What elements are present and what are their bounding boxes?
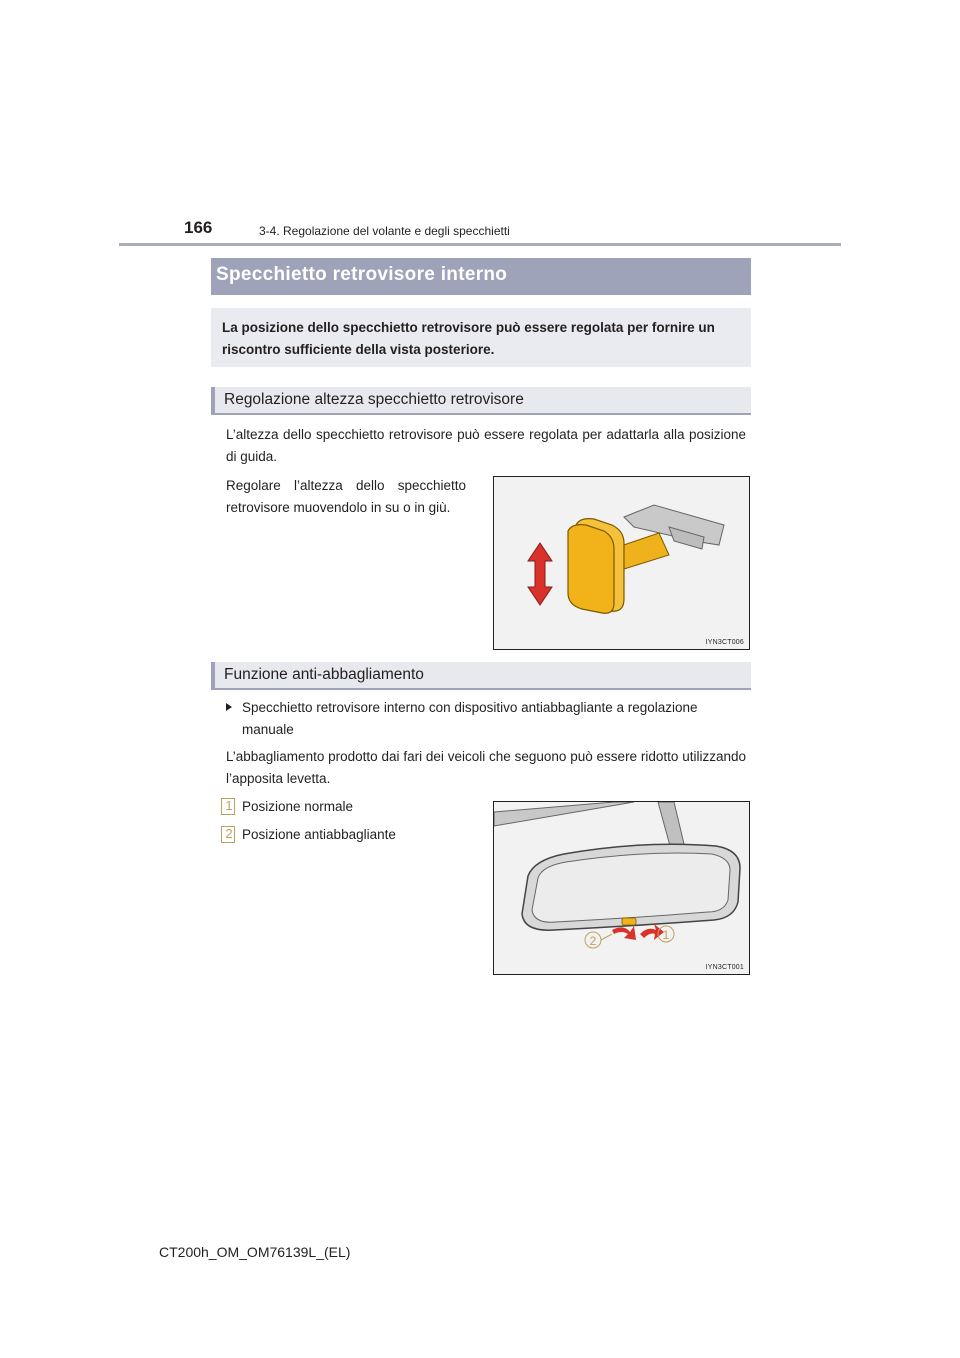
antiglare-bullet: Specchietto retrovisore interno con dispositivo antiabbagliante a regolazione manuale: [242, 700, 698, 737]
antiglare-paragraph: L’abbagliamento prodotto dai fari dei veicoli che seguono può essere ridotto utilizzando l’apposita levetta.: [226, 749, 746, 786]
height-section-paragraph: L’altezza dello specchietto retrovisore può essere regolata per adattarla alla posizione di guida.: [226, 427, 746, 464]
callout-2: 2: [589, 934, 597, 948]
item-label: Posizione antiabbagliante: [242, 827, 396, 842]
footer-document-code: CT200h_OM_OM76139L_(EL): [159, 1244, 351, 1260]
main-heading: [211, 258, 751, 295]
callout-1: 1: [662, 928, 670, 942]
page-number: 166: [184, 218, 213, 237]
main-heading-text: Specchietto retrovisore interno: [216, 264, 508, 285]
figure-mirror-height: [493, 476, 750, 650]
mirror-antiglare-illustration: [494, 802, 750, 975]
height-section-heading-text: Regolazione altezza specchietto retrovisore: [224, 391, 524, 408]
mirror-height-illustration: [494, 477, 750, 650]
item-number: 2: [225, 826, 233, 841]
height-section-instruction: Regolare l’altezza dello specchietto retrovisore muovendolo in su o in giù.: [226, 478, 466, 515]
height-section-heading: [211, 387, 751, 415]
bullet-arrow-icon: [226, 703, 232, 711]
figure-code-height: IYN3CT006: [705, 639, 744, 646]
item-label: Posizione normale: [242, 799, 354, 814]
header-rule: [119, 243, 841, 246]
antiglare-section-heading: [211, 662, 751, 690]
antiglare-section-heading-text: Funzione anti-abbagliamento: [224, 666, 424, 683]
figure-mirror-antiglare: [493, 801, 750, 975]
item-number: 1: [225, 798, 233, 813]
section-title: 3-4. Regolazione del volante e degli specchietti: [259, 224, 510, 238]
figure-code-antiglare: IYN3CT001: [705, 964, 744, 971]
intro-box: La posizione dello specchietto retrovisore può essere regolata per fornire un riscontro sufficiente della vista posteriore.: [211, 308, 751, 367]
